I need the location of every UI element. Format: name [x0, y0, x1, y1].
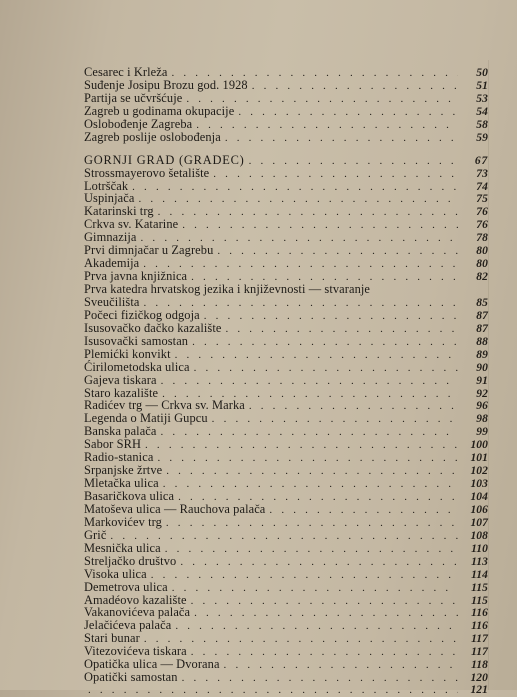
page-edge-shadow	[488, 60, 489, 690]
toc-entry	[84, 131, 488, 144]
toc-entry-title: Visoka ulica	[84, 566, 147, 581]
toc-group-gornji-grad	[84, 167, 488, 697]
toc-entry	[84, 296, 488, 309]
dot-leader	[213, 168, 458, 181]
toc-entry-page: 120	[470, 672, 488, 685]
dot-leader	[166, 517, 458, 530]
toc-entry-page: 117	[471, 646, 488, 659]
dot-leader	[194, 607, 458, 620]
toc-entry-title: Crkva sv. Katarine	[84, 217, 179, 232]
toc-entry-page: 82	[476, 271, 488, 284]
toc-entry-page: 53	[476, 92, 488, 105]
toc-entry	[84, 92, 488, 105]
toc-entry-title: Vitezovićeva tiskara	[84, 644, 187, 659]
toc-entry	[84, 516, 488, 529]
toc-entry	[84, 568, 488, 581]
toc-entry-title: Mesnička ulica	[84, 540, 161, 555]
toc-entry	[84, 619, 488, 632]
toc-entry-title: Isusovačko đačko kazalište	[84, 320, 222, 335]
toc-entry	[84, 671, 488, 684]
dot-leader	[175, 349, 458, 362]
toc-entry-page: 90	[476, 361, 488, 374]
toc-entry-page: 87	[476, 309, 488, 322]
toc-entry-page: 100	[470, 439, 488, 452]
toc-entry	[84, 244, 488, 257]
toc-entry-title: Opatička ulica — Dvorana	[84, 657, 220, 672]
toc-entry-page: 85	[476, 296, 488, 309]
toc-entry-title: Počeci fizičkog odgoja	[84, 307, 200, 322]
dot-leader	[172, 582, 458, 595]
toc-entry-page: 118	[471, 659, 488, 672]
toc-entry-page: 75	[476, 193, 488, 206]
toc-entry-title: Ćirilometodska ulica	[84, 359, 190, 374]
toc-entry	[84, 322, 488, 335]
toc-entry-title: Basaričkova ulica	[84, 489, 175, 503]
toc-entry	[84, 348, 488, 361]
dot-leader	[225, 132, 458, 145]
toc-entry-title: Streljačko društvo	[84, 553, 177, 568]
toc-entry-title: Radićev trg — Crkva sv. Marka	[84, 398, 245, 413]
dot-leader	[217, 245, 458, 258]
toc-entry-page: 91	[476, 374, 488, 387]
toc-entry-title: Zagreb u godinama okupacije	[84, 103, 235, 118]
toc-entry	[84, 425, 488, 438]
toc-entry-page: 114	[471, 568, 488, 581]
toc-entry-page: 74	[476, 180, 488, 193]
toc-entry-page: 50	[476, 67, 488, 79]
dot-leader	[143, 258, 458, 271]
toc-entry-title: Oslobođenje Zagreba	[84, 116, 193, 131]
toc-entry-title: Markovićev trg	[84, 514, 162, 529]
toc-entry-page: 80	[476, 258, 488, 271]
dot-leader	[212, 413, 458, 426]
dot-leader	[145, 439, 458, 452]
dot-leader	[182, 219, 458, 232]
dot-leader	[161, 426, 458, 439]
toc-entry-title: Opatički samostan	[84, 670, 178, 685]
toc-entry	[84, 542, 488, 555]
toc-entry	[84, 335, 488, 348]
toc-entry-title: Isusovački samostan	[84, 333, 189, 348]
dot-leader	[88, 684, 458, 697]
toc-entry	[84, 361, 488, 374]
toc-entry-title: Zagreb poslije oslobođenja	[84, 129, 221, 144]
toc-entry-title: Staro kazalište	[84, 385, 159, 400]
toc-entry-page: 92	[476, 387, 488, 400]
toc-entry-page: 104	[470, 491, 488, 503]
toc-entry-page: 73	[476, 167, 488, 180]
toc-entry-title: Prva javna knjižnica	[84, 269, 188, 284]
toc-entry-title: Partija se učvršćuje	[84, 90, 183, 105]
toc-entry-page: 89	[476, 348, 488, 361]
toc-entry-title: Gajeva tiskara	[84, 372, 157, 387]
section-heading-title: GORNJI GRAD (GRADEC)	[84, 152, 245, 167]
toc-entry-page: 87	[476, 322, 488, 335]
toc-entry-title: Cesarec i Krleža	[84, 65, 168, 79]
dot-leader	[238, 106, 458, 119]
toc-entry-title: Sveučilišta	[84, 294, 140, 309]
toc-section-heading	[84, 154, 488, 167]
toc-entry-page: 117	[471, 633, 488, 646]
toc-entry-title: Vakanovićeva palača	[84, 605, 191, 620]
toc-entry-page: 101	[470, 452, 488, 465]
toc-entry-page: 115	[471, 594, 488, 607]
toc-entry-title: Suđenje Josipu Brozu god. 1928	[84, 77, 248, 92]
toc-entry-title: Akademija	[84, 256, 140, 271]
toc-entry-page: 99	[476, 426, 488, 439]
toc-entry-title: Mletačka ulica	[84, 476, 159, 491]
dot-leader	[110, 530, 458, 543]
dot-leader	[132, 181, 458, 194]
toc-entry	[84, 66, 488, 79]
toc-entry	[84, 118, 488, 131]
dot-leader	[166, 465, 458, 478]
dot-leader	[151, 569, 458, 582]
toc-entry-page: 58	[476, 118, 488, 131]
toc-entry	[84, 167, 488, 180]
toc-entry-page: 59	[476, 131, 488, 144]
toc-entry-page: 116	[471, 607, 488, 620]
toc-entry-title: Sabor SRH	[84, 437, 142, 452]
dot-leader	[163, 478, 458, 491]
dot-leader	[204, 310, 458, 323]
dot-leader	[191, 646, 458, 659]
dot-leader	[249, 155, 458, 168]
toc-entry-page: 115	[471, 581, 488, 594]
dot-leader	[161, 375, 458, 388]
toc-entry-title: Radio-stanica	[84, 450, 154, 465]
toc-entry-page: 103	[470, 478, 488, 491]
toc-group-history	[84, 66, 488, 144]
dot-leader	[138, 193, 458, 206]
toc-entry-page: 108	[470, 529, 488, 542]
dot-leader	[196, 119, 458, 132]
toc-entry-title: Demetrova ulica	[84, 579, 168, 594]
toc-entry-title: Amadéovo kazalište	[84, 592, 187, 607]
toc-entry-page: 102	[470, 465, 488, 478]
toc-entry	[84, 555, 488, 568]
toc-entry	[84, 374, 488, 387]
toc-entry-title: Uspinjača	[84, 191, 135, 206]
toc-entry-page: 51	[476, 79, 488, 92]
dot-leader	[224, 659, 458, 672]
dot-leader	[249, 400, 458, 413]
toc-entry-page: 96	[476, 400, 488, 413]
toc-entry-title: Banska palača	[84, 424, 157, 439]
dot-leader	[225, 323, 458, 336]
toc-entry	[84, 309, 488, 322]
toc-entry-title: Stari bunar	[84, 631, 140, 646]
toc-entry-page: 106	[470, 503, 488, 516]
toc-entry-title: Katarinski trg	[84, 204, 154, 219]
toc-entry-title: Prva katedra hrvatskog jezika i književnosti — stvaranje	[84, 282, 371, 296]
toc-entry	[84, 180, 488, 193]
toc-entry	[84, 529, 488, 542]
dot-leader	[191, 595, 458, 608]
toc-entry-title: Jelačićeva palača	[84, 618, 172, 633]
toc-entry	[84, 105, 488, 118]
toc-entry-page: 121	[470, 684, 488, 697]
section-heading-page: 67	[474, 154, 488, 167]
dot-leader	[165, 543, 458, 556]
toc-entry-title: Grič	[84, 527, 107, 542]
toc-entry-page: 76	[476, 219, 488, 232]
toc-entry-title: Matoševa ulica — Rauchova palača	[84, 501, 266, 516]
dot-leader	[194, 362, 458, 375]
toc-entry-title: Lotrščak	[84, 178, 129, 193]
toc-entry-page: 76	[476, 206, 488, 219]
dot-leader	[158, 206, 458, 219]
dot-leader	[175, 620, 458, 633]
toc-entry	[84, 581, 488, 594]
toc-entry-title: Gimnazija	[84, 230, 137, 245]
toc-entry-title: Prvi dimnjačar u Zagrebu	[84, 243, 214, 258]
toc-entry	[84, 218, 488, 231]
dot-leader	[252, 80, 458, 93]
toc-entry-page: 110	[471, 542, 488, 555]
toc-entry-page: 113	[471, 555, 488, 568]
toc-entry-page: 116	[471, 620, 488, 633]
toc-entry	[84, 490, 488, 503]
dot-leader	[269, 504, 458, 517]
toc-entry-title: Strossmayerovo šetalište	[84, 165, 210, 180]
toc-entry	[84, 503, 488, 516]
table-of-contents	[84, 66, 488, 697]
toc-entry-page: 98	[476, 413, 488, 426]
toc-entry-page: 80	[476, 245, 488, 258]
toc-entry-page: 78	[476, 232, 488, 245]
toc-entry-title: Plemićki konvikt	[84, 346, 171, 361]
dot-leader	[144, 633, 458, 646]
toc-entry-title: Srpanjske žrtve	[84, 463, 163, 478]
toc-entry-page: 54	[476, 105, 488, 118]
dot-leader	[180, 556, 458, 569]
toc-entry	[84, 684, 488, 697]
dot-leader	[192, 336, 458, 349]
toc-entry-page: 88	[476, 335, 488, 348]
dot-leader	[157, 452, 458, 465]
toc-entry	[84, 283, 488, 296]
toc-entry	[84, 79, 488, 92]
toc-entry-title: Legenda o Matiji Gupcu	[84, 411, 208, 426]
toc-entry-page: 107	[470, 516, 488, 529]
